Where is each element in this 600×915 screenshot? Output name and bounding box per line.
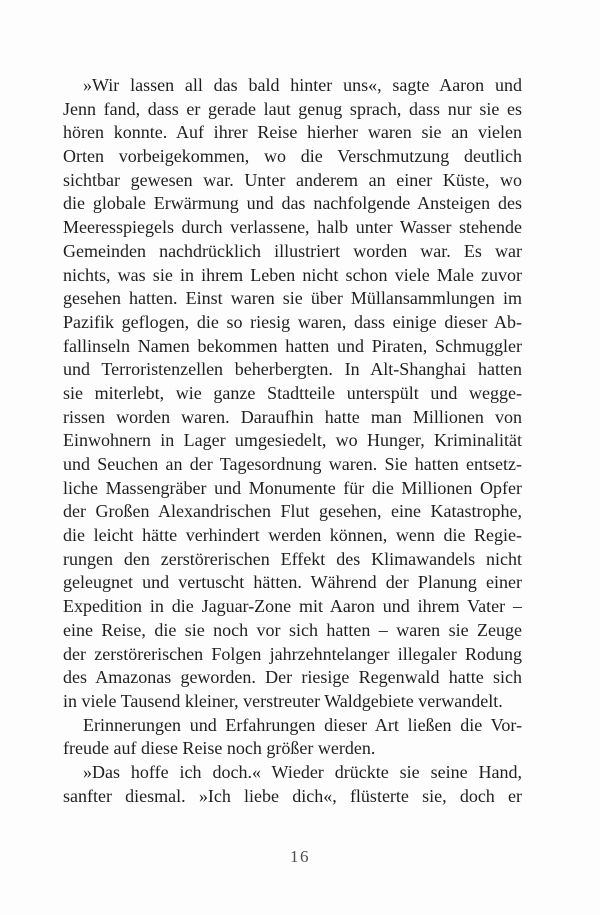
page-number: 16 xyxy=(290,847,310,866)
text-line: in viele Tausend kleiner, verstreuter Waldgebiete verwandelt. xyxy=(63,690,503,711)
text-line: fallinseln Namen bekommen hatten und Piraten, Schmuggler xyxy=(63,335,522,356)
text-line: Meeresspiegels durch verlassene, halb unter Wasser stehende xyxy=(63,217,522,238)
text-line: Pazifik geflogen, die so riesig waren, dass einige dieser Ab- xyxy=(63,311,522,332)
text-line: Gemeinden nachdrücklich illustriert worden war. Es war xyxy=(63,240,522,261)
text-line: sie miterlebt, wie ganze Stadtteile unterspült und wegge- xyxy=(63,382,522,403)
text-line: hören konnte. Auf ihrer Reise hierher waren sie an vielen xyxy=(63,122,522,143)
body-text xyxy=(63,74,522,808)
text-line: eine Reise, die sie noch vor sich hatten – waren sie Zeuge xyxy=(63,619,522,640)
text-line: der Großen Alexandrischen Flut gesehen, eine Katastrophe, xyxy=(63,501,522,522)
text-line: die globale Erwärmung und das nachfolgende Ansteigen des xyxy=(63,193,522,214)
text-line: des Amazonas geworden. Der riesige Regenwald hatte sich xyxy=(63,667,522,688)
text-line: und Terroristenzellen beherbergten. In Alt-Shanghai hatten xyxy=(63,359,522,380)
text-line: sichtbar gewesen war. Unter anderem an einer Küste, wo xyxy=(63,169,522,190)
text-line: »Das hoffe ich doch.« Wieder drückte sie seine Hand, xyxy=(83,761,522,782)
text-line: die leicht hätte verhindert werden können, wenn die Regie- xyxy=(63,525,522,546)
text-line: freude auf diese Reise noch größer werden. xyxy=(63,738,376,759)
text-line: rissen worden waren. Daraufhin hatte man Millionen von xyxy=(63,406,522,427)
text-line: nichts, was sie in ihrem Leben nicht schon viele Male zuvor xyxy=(63,264,522,285)
text-line: und Seuchen an der Tagesordnung waren. Sie hatten entsetz- xyxy=(63,454,522,474)
text-line: Erinnerungen und Erfahrungen dieser Art ließen die Vor- xyxy=(83,714,522,735)
text-line: Orten vorbeigekommen, wo die Verschmutzung deutlich xyxy=(63,146,522,167)
text-line: Expedition in die Jaguar-Zone mit Aaron und ihrem Vater – xyxy=(63,596,522,617)
text-line: rungen den zerstörerischen Effekt des Klimawandels nicht xyxy=(63,548,522,569)
text-line: Jenn fand, dass er gerade laut genug sprach, dass nur sie es xyxy=(63,98,522,119)
text-line: geleugnet und vertuscht hätten. Während der Planung einer xyxy=(63,572,522,593)
text-line: liche Massengräber und Monumente für die Millionen Opfer xyxy=(63,477,522,498)
text-line: »Wir lassen all das bald hinter uns«, sagte Aaron und xyxy=(83,75,522,95)
text-line: der zerstörerischen Folgen jahrzehntelanger illegaler Rodung xyxy=(63,643,522,664)
text-line: sanfter diesmal. »Ich liebe dich«, flüsterte sie, doch er xyxy=(63,785,522,806)
text-line: gesehen hatten. Einst waren sie über Müllansammlungen im xyxy=(63,288,522,309)
text-line: Einwohnern in Lager umgesiedelt, wo Hunger, Kriminalität xyxy=(63,430,522,451)
